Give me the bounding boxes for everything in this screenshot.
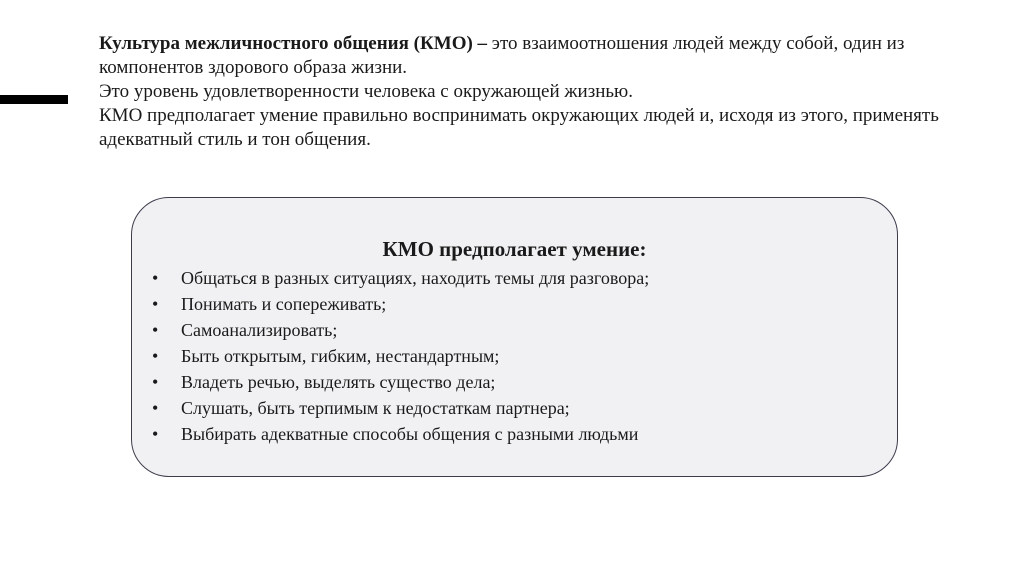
list-item-text: Самоанализировать;	[181, 320, 338, 340]
satisfaction-paragraph: Это уровень удовлетворенности человека с окружающей жизнью.	[99, 81, 633, 102]
list-item-text: Общаться в разных ситуациях, находить темы для разговора;	[181, 268, 650, 288]
definition-text: это взаимоотношения людей между собой, один из компонентов здорового образа жизни.	[99, 33, 905, 78]
bullet-icon: •	[152, 294, 159, 314]
intro-text	[99, 32, 959, 152]
list-item-text: Быть открытым, гибким, нестандартным;	[181, 346, 500, 366]
perception-paragraph: КМО предполагает умение правильно воспринимать окружающих людей и, исходя из этого, применять адекватный стиль и тон общения.	[99, 105, 939, 150]
card-title: КМО предполагает умение:	[382, 237, 647, 261]
bullet-icon: •	[152, 372, 159, 392]
list-item-text: Выбирать адекватные способы общения с разными людьми	[181, 424, 639, 444]
bullet-icon: •	[152, 424, 159, 444]
definition-paragraph	[99, 32, 959, 80]
list-item-text: Слушать, быть терпимым к недостаткам партнера;	[181, 398, 570, 418]
bullet-icon: •	[152, 346, 159, 366]
bullet-icon: •	[152, 268, 159, 288]
bullet-icon: •	[152, 320, 159, 340]
list-item-text: Понимать и сопереживать;	[181, 294, 387, 314]
skills-card	[131, 197, 898, 477]
term-heading: Культура межличностного общения (КМО) –	[99, 33, 488, 54]
list-item-text: Владеть речью, выделять существо дела;	[181, 372, 496, 392]
accent-bar	[0, 95, 68, 104]
bullet-icon: •	[152, 398, 159, 418]
